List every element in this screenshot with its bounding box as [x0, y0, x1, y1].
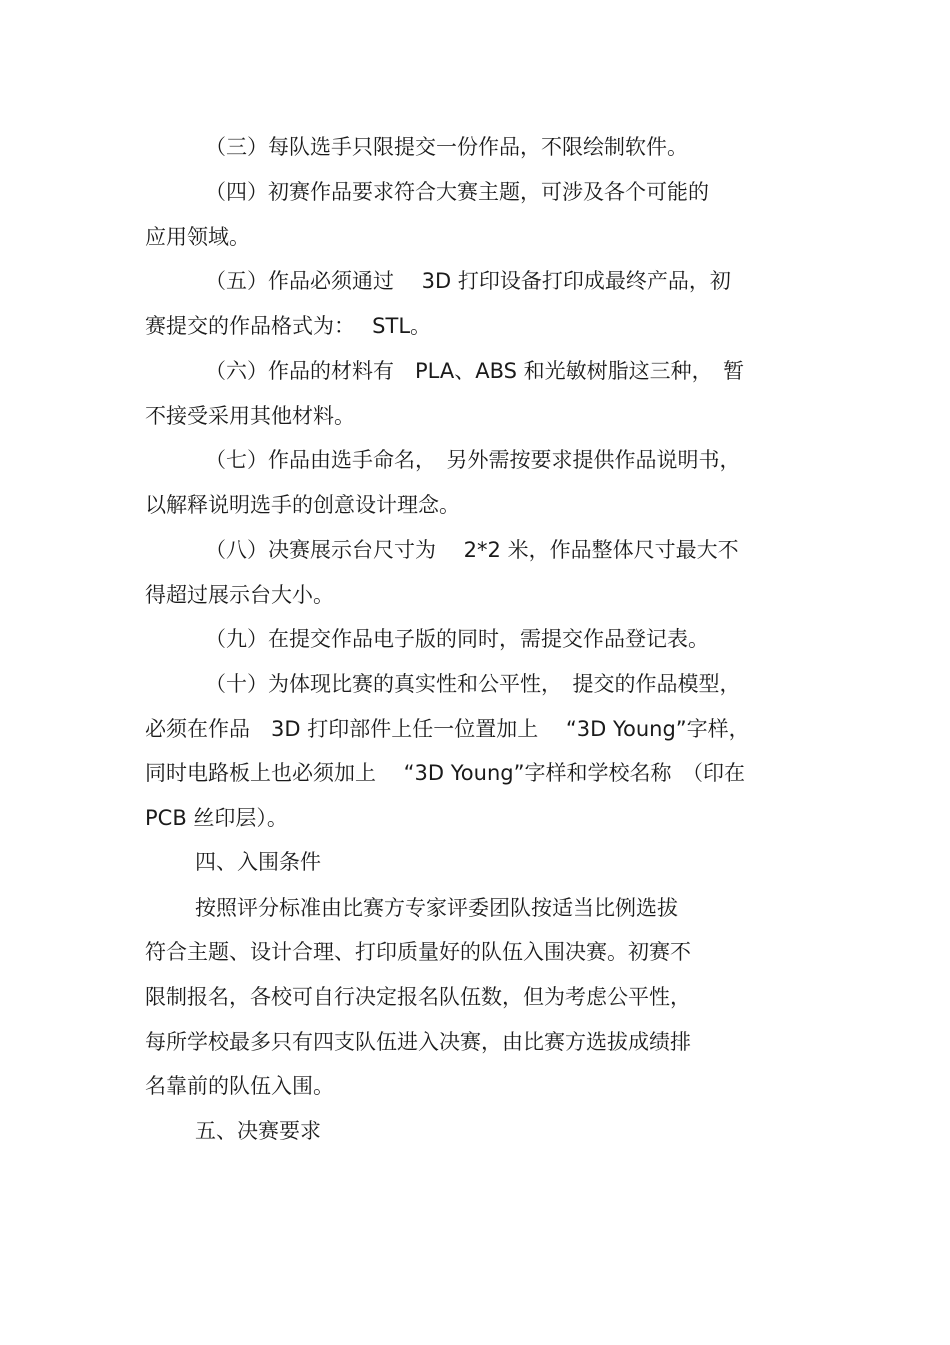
paragraph-line: （三）每队选手只限提交一份作品，不限绘制软件。 — [205, 135, 688, 159]
paragraph-line: 必须在作品 3D 打印部件上任一位置加上 “3D Young”字样， — [145, 717, 750, 741]
paragraph-line: 以解释说明选手的创意设计理念。 — [145, 493, 460, 517]
paragraph-line: （七）作品由选手命名， 另外需按要求提供作品说明书， — [205, 448, 741, 472]
paragraph-line: 得超过展示台大小。 — [145, 583, 334, 607]
section-heading: 四、入围条件 — [195, 850, 321, 874]
paragraph-line: （六）作品的材料有 PLA、ABS 和光敏树脂这三种， 暂 — [205, 359, 745, 383]
section-heading: 五、决赛要求 — [195, 1119, 321, 1143]
paragraph-line: 名靠前的队伍入围。 — [145, 1074, 334, 1098]
paragraph-line: 限制报名，各校可自行决定报名队伍数，但为考虑公平性， — [145, 985, 691, 1009]
paragraph-line: 符合主题、设计合理、打印质量好的队伍入围决赛。初赛不 — [145, 940, 691, 964]
paragraph-line: 赛提交的作品格式为： STL。 — [145, 314, 432, 338]
paragraph-line: 不接受采用其他材料。 — [145, 404, 355, 428]
paragraph-line: （八）决赛展示台尺寸为 2*2 米，作品整体尺寸最大不 — [205, 538, 739, 562]
paragraph-line: 应用领域。 — [145, 225, 250, 249]
paragraph-line: 按照评分标准由比赛方专家评委团队按适当比例选拔 — [195, 896, 678, 920]
paragraph-line: （十）为体现比赛的真实性和公平性， 提交的作品模型， — [205, 672, 741, 696]
paragraph-line: PCB 丝印层）。 — [145, 806, 288, 830]
paragraph-line: 同时电路板上也必须加上 “3D Young”字样和学校名称 （印在 — [145, 761, 745, 785]
paragraph-line: 每所学校最多只有四支队伍进入决赛，由比赛方选拔成绩排 — [145, 1030, 691, 1054]
paragraph-line: （九）在提交作品电子版的同时，需提交作品登记表。 — [205, 627, 709, 651]
paragraph-line: （五）作品必须通过 3D 打印设备打印成最终产品，初 — [205, 269, 731, 293]
paragraph-line: （四）初赛作品要求符合大赛主题，可涉及各个可能的 — [205, 180, 709, 204]
